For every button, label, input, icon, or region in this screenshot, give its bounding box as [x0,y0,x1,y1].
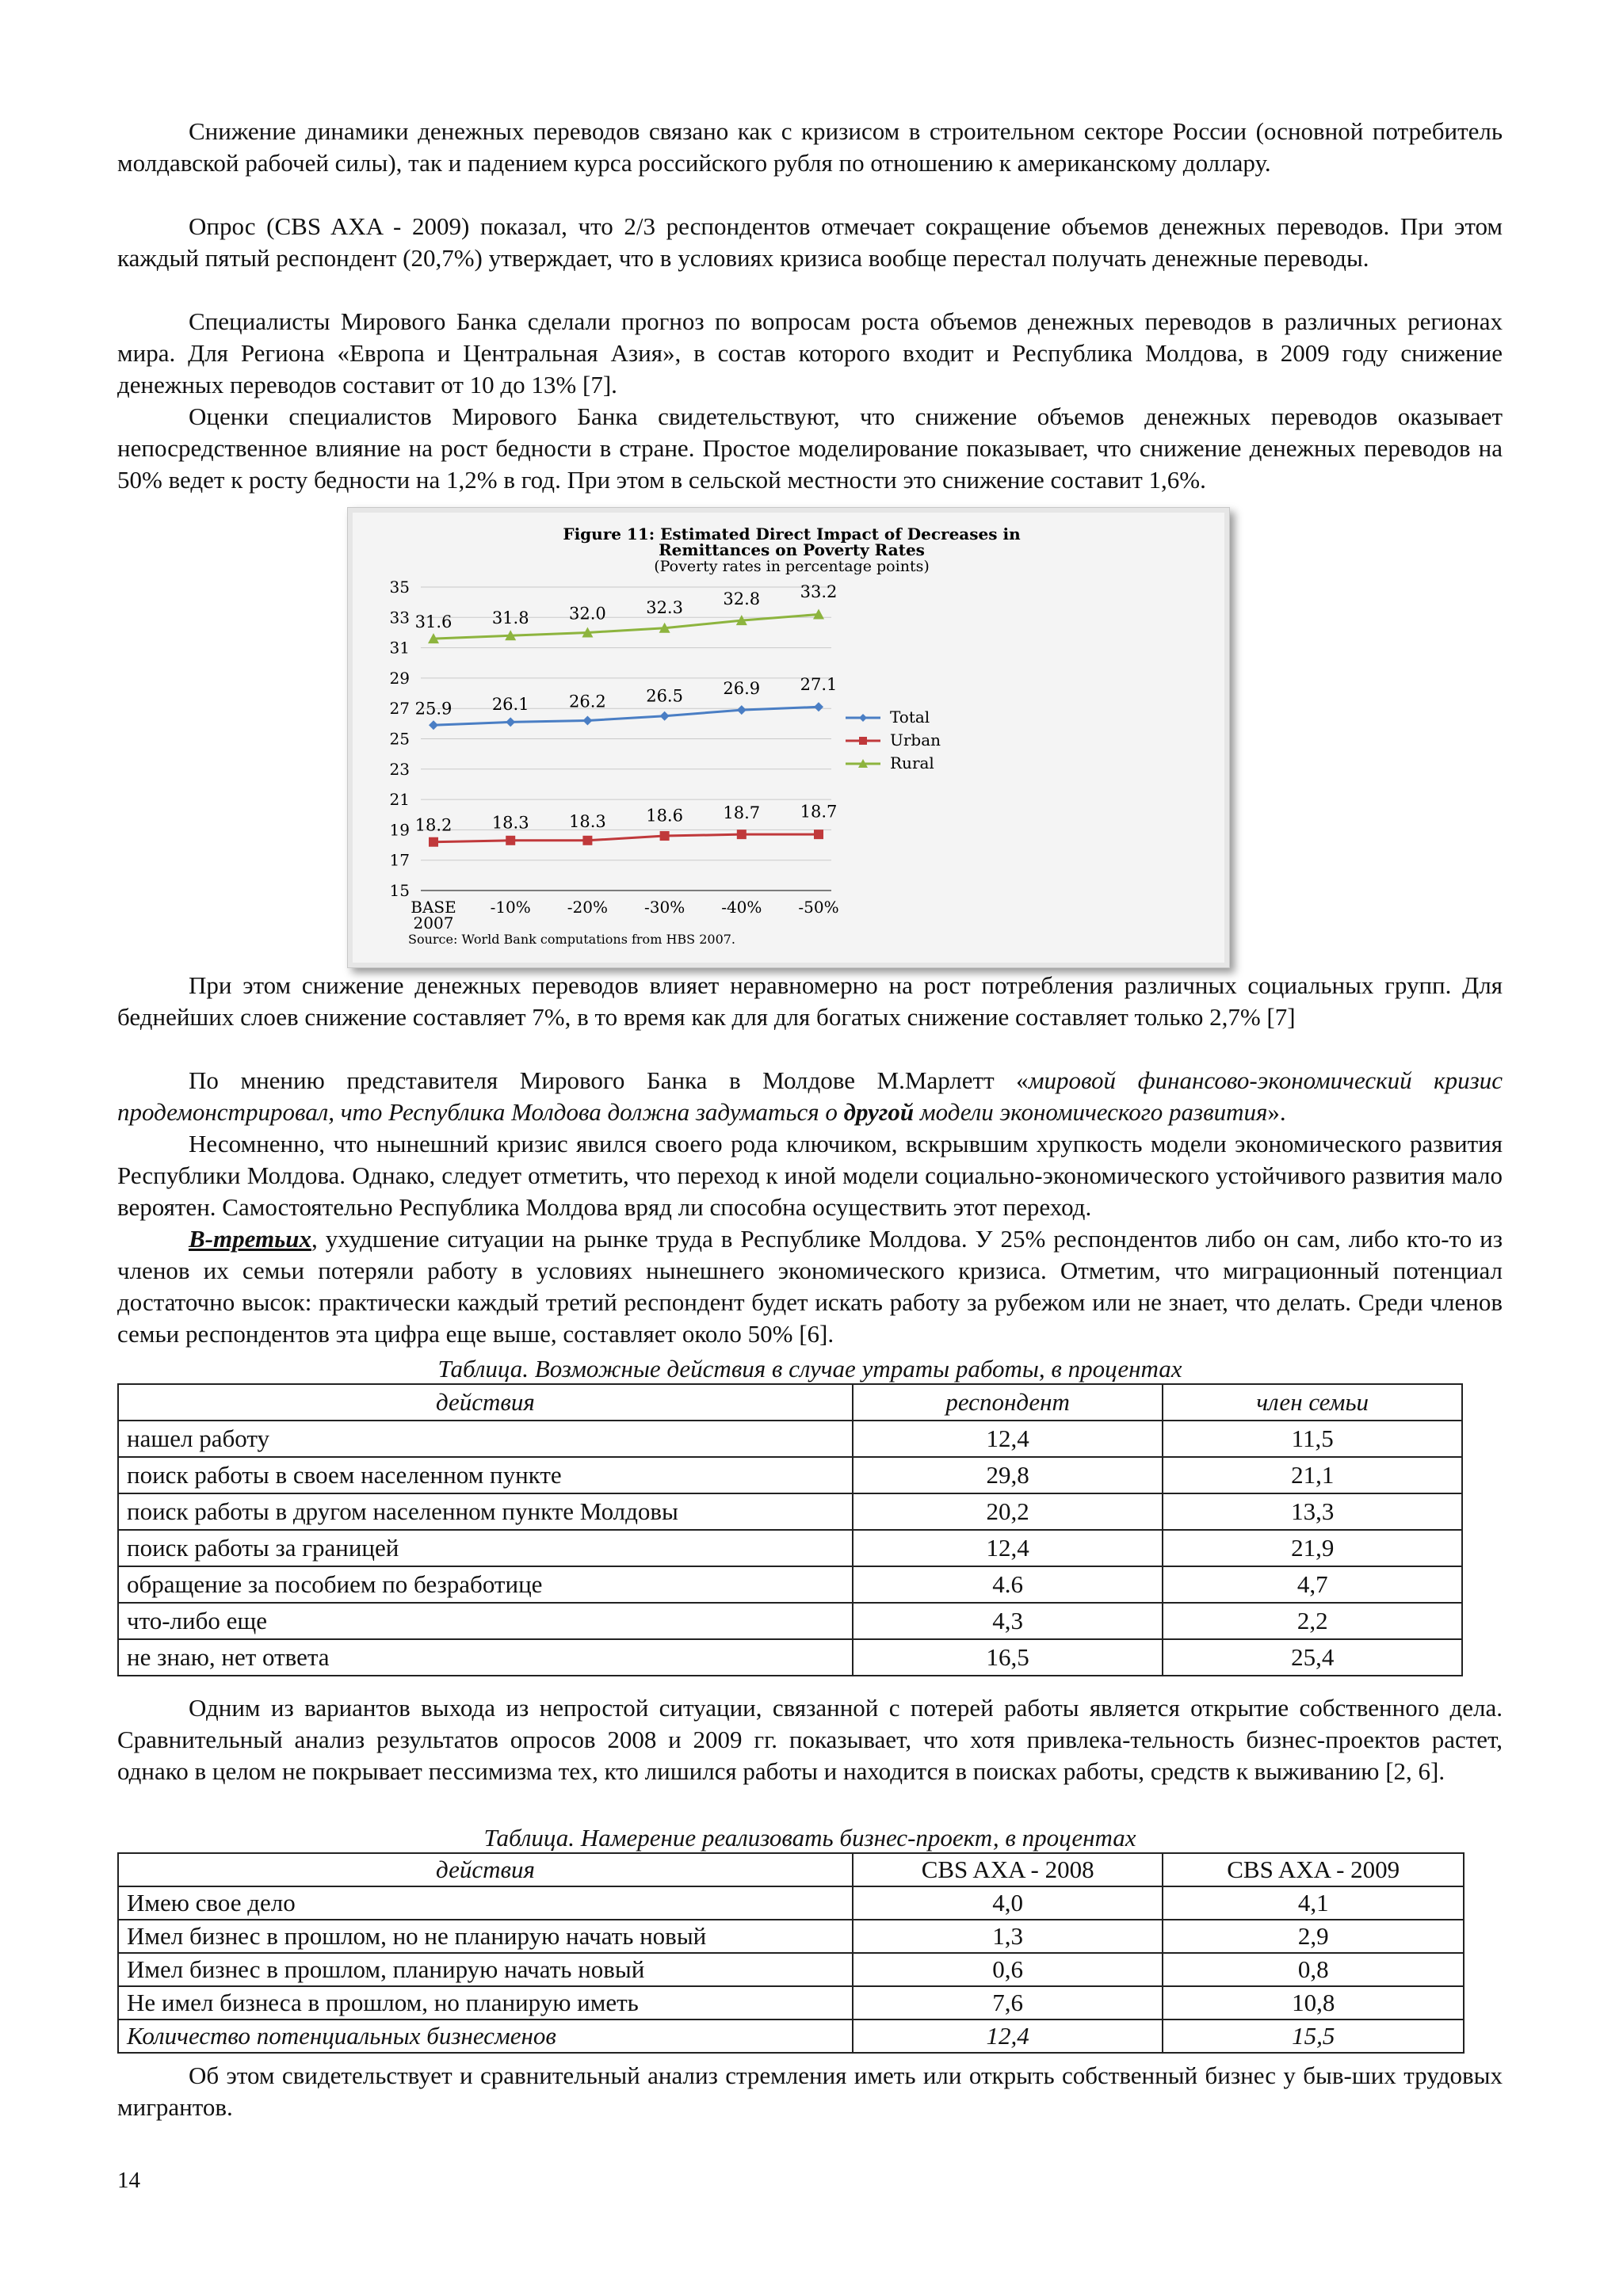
table-row [118,1986,1464,2019]
data-label: 27.1 [800,674,838,694]
paragraph-6 [117,1065,1503,1128]
paragraph-2: Опрос (CBS AXA - 2009) показал, что 2/3 респондентов отмечает сокращение объемов денежных переводов. При этом каждый пятый респондент (20,7%) утверждает, что в условиях кризиса вообще перестал получать денежные переводы. [117,212,1503,272]
y-tick-label: 17 [389,850,410,870]
data-label: 32.8 [723,589,761,609]
table-cell: 4,1 [1163,1886,1464,1920]
table-cell: 12,4 [853,1530,1163,1566]
paragraph-5: При этом снижение денежных переводов влияет неравномерно на рост потребления различных социальных групп. Для беднейших слоев снижение составляет 7%, в то время как для для богатых снижение составляет только 2,7% [7] [117,971,1503,1031]
chart-frame [347,507,1230,968]
data-point [582,716,592,726]
paragraph-8-text: , ухудшение ситуации на рынке труда в Республике Молдова. У 25% респондентов либо он сам, либо кто-то из членов их семьи потеряли работу в условиях нынешнего экономического кризиса. Отметим, что миграционный потенциал достаточно высок: практически каждый третий респондент будет искать работу за рубежом или не знает, что делать. Среди членов семьи респондентов эта цифра еще выше, составляет около 50% [6]. [117,1225,1503,1348]
data-point [429,837,438,847]
table-cell: Имел бизнес в прошлом, планирую начать новый [118,1953,853,1986]
legend-label: Urban [890,730,941,749]
x-tick-label: -50% [798,898,839,917]
data-point [737,830,747,839]
data-label: 18.6 [646,806,683,826]
y-tick-label: 21 [389,790,410,810]
data-point [737,705,747,715]
data-label: 32.3 [646,598,683,618]
table-cell: 16,5 [853,1639,1163,1676]
table-cell: 21,1 [1163,1457,1462,1493]
chart-subtitle: (Poverty rates in percentage points) [654,558,930,575]
paragraph-4: Оценки специалистов Мирового Банка свидетельствуют, что снижение объемов денежных переводов оказывает непосредственное влияние на рост бедности в стране. Простое моделирование показывает, что снижение денежных переводов на 50% ведет к росту бедности на 1,2% в год. При этом в сельской местности это снижение составит 1,6%. [117,402,1503,494]
table-row [118,1920,1464,1953]
x-tick-label: 2007 [413,913,454,933]
legend-label: Rural [890,753,934,772]
table-row [118,1886,1464,1920]
section-marker: В-третьих [189,1225,311,1253]
table-cell: 11,5 [1163,1421,1462,1457]
table-cell: 7,6 [853,1986,1163,2019]
table-cell: 12,4 [853,2019,1163,2053]
table-cell: 21,9 [1163,1530,1462,1566]
data-label: 26.2 [569,692,606,711]
table-cell: Имел бизнес в прошлом, но не планирую начать новый [118,1920,853,1953]
chart-title-line1: Figure 11: Estimated Direct Impact of Decreases in [563,524,1021,543]
legend-marker [859,714,867,722]
paragraph-9: Одним из вариантов выхода из непростой ситуации, связанной с потерей работы является открытие собственного дела. Сравнительный анализ результатов опросов 2008 и 2009 гг. показывает, что хотя привлека-тельность бизнес-проектов растет, однако в целом не покрывает пессимизма тех, кто лишился работы и находится в поисках работы, средств к выживанию [2, 6]. [117,1694,1503,1785]
quote-close: ». [1267,1098,1286,1126]
table-cell: Количество потенциальных бизнесменов [118,2019,853,2053]
legend-label: Total [890,707,930,727]
data-point [506,836,515,845]
y-tick-label: 33 [389,608,410,627]
quote-intro: По мнению представителя Мирового Банка в Молдове М.Марлетт « [189,1066,1029,1094]
paragraph-3: Специалисты Мирового Банка сделали прогноз по вопросам роста объемов денежных переводов в различных регионах мира. Для Региона «Европа и Центральная Азия», в состав которого входит и Республика Молдова, в 2009 году снижение денежных переводов составит от 10 до 13% [7]. [117,307,1503,399]
y-tick-label: 23 [389,759,410,779]
table-row [118,1530,1462,1566]
data-label: 18.3 [569,811,606,831]
data-point [814,830,823,839]
y-tick-label: 27 [389,699,410,719]
legend-marker [859,737,867,745]
x-tick-label: -40% [721,898,762,917]
poverty-chart [348,508,1229,967]
table-header-cell: действия [118,1384,853,1421]
table-row [118,1493,1462,1530]
data-label: 26.9 [723,679,761,699]
table-cell: 12,4 [853,1421,1163,1457]
data-point [660,831,670,841]
table-cell: 4.6 [853,1566,1163,1603]
y-tick-label: 25 [389,729,410,749]
table-cell: что-либо еще [118,1603,853,1639]
table-row [118,1603,1462,1639]
data-label: 18.7 [800,802,838,822]
table-cell: 4,7 [1163,1566,1462,1603]
chart-series [415,582,838,847]
chart-gridlines [421,587,831,891]
y-tick-label: 19 [389,820,410,840]
table-job-loss-actions [117,1383,1463,1676]
table-header-cell: CBS AXA - 2008 [853,1853,1163,1886]
y-tick-label: 15 [389,881,410,900]
chart-legend [846,707,941,772]
x-tick-label: -20% [567,898,609,917]
table-row [118,1566,1462,1603]
data-label: 26.1 [491,694,529,714]
table-header-cell: CBS AXA - 2009 [1163,1853,1464,1886]
x-tick-label: BASE [411,898,456,917]
table-cell: 2,9 [1163,1920,1464,1953]
paragraph-7: Несомненно, что нынешний кризис явился своего рода ключиком, вскрывшим хрупкость модели экономического развития Республики Молдова. Однако, следует отметить, что переход к иной модели социально-экономического устойчивого развития мало вероятен. Самостоятельно Республика Молдова вряд ли способна осуществить этот переход. [117,1130,1503,1221]
data-label: 31.6 [414,612,453,632]
table-row [118,1421,1462,1457]
table-cell: обращение за пособием по безработице [118,1566,853,1603]
table-row [118,1639,1462,1676]
table-cell: 4,3 [853,1603,1163,1639]
table2-caption: Таблица. Намерение реализовать бизнес-проект, в процентах [483,1824,1136,1852]
table-business-intent [117,1852,1465,2054]
x-axis-ticks [411,898,838,933]
table-cell: 4,0 [853,1886,1163,1920]
data-label: 32.0 [569,604,606,624]
table-cell: 2,2 [1163,1603,1462,1639]
table-cell: 15,5 [1163,2019,1464,2053]
data-point [660,711,670,721]
page-number: 14 [117,2168,140,2193]
quote-emphasis: другой [843,1098,915,1126]
table-row [118,1457,1462,1493]
table-header-row [118,1384,1462,1421]
table-cell: нашел работу [118,1421,853,1457]
data-label: 18.2 [414,815,453,835]
table-cell: 0,6 [853,1953,1163,1986]
table-header-cell: действия [118,1853,853,1886]
paragraph-8 [117,1223,1503,1350]
y-tick-label: 29 [389,668,410,688]
paragraph-10: Об этом свидетельствует и сравнительный анализ стремления иметь или открыть собственный бизнес у быв-ших трудовых мигрантов. [117,2061,1503,2121]
data-point [582,836,592,845]
chart-source: Source: World Bank computations from HBS 2007. [408,932,736,947]
table-cell: 1,3 [853,1920,1163,1953]
table-header-row [118,1853,1464,1886]
chart-title-line2: Remittances on Poverty Rates [659,540,925,559]
series-line-urban [433,834,819,842]
table-cell: 0,8 [1163,1953,1464,1986]
data-label: 33.2 [800,582,838,601]
table-row [118,1953,1464,1986]
table-cell: Не имел бизнеса в прошлом, но планирую иметь [118,1986,853,2019]
table-cell: поиск работы в другом населенном пункте Молдовы [118,1493,853,1530]
data-label: 18.3 [491,813,529,833]
data-point [814,702,823,711]
table-cell: 13,3 [1163,1493,1462,1530]
table-cell: 20,2 [853,1493,1163,1530]
data-point [429,720,438,730]
data-label: 25.9 [414,699,453,719]
table-cell: поиск работы за границей [118,1530,853,1566]
table-cell: Имею свое дело [118,1886,853,1920]
table-cell: поиск работы в своем населенном пункте [118,1457,853,1493]
y-axis-ticks [390,578,410,900]
y-tick-label: 31 [389,638,410,658]
data-label: 18.7 [723,803,761,823]
table-cell: не знаю, нет ответа [118,1639,853,1676]
table-header-cell: член семьи [1163,1384,1462,1421]
quote-text-end: модели экономического развития [914,1098,1268,1126]
table-cell: 10,8 [1163,1986,1464,2019]
table1-caption: Таблица. Возможные действия в случае утраты работы, в процентах [437,1355,1182,1383]
table-header-cell: респондент [853,1384,1163,1421]
table-cell: 25,4 [1163,1639,1462,1676]
table-total-row [118,2019,1464,2053]
x-tick-label: -10% [490,898,531,917]
y-tick-label: 35 [389,578,410,597]
quote-text: мировой финансово-экономический кризис продемонстрировал, что Республика Молдова должна задуматься о [117,1066,1503,1126]
table-cell: 29,8 [853,1457,1163,1493]
paragraph-1: Снижение динамики денежных переводов связано как с кризисом в строительном секторе России (основной потребитель молдавской рабочей силы), так и падением курса российского рубля по отношению к американскому доллару. [117,117,1503,177]
data-point [506,717,515,727]
data-label: 26.5 [646,686,683,706]
data-label: 31.8 [491,608,529,627]
x-tick-label: -30% [643,898,685,917]
